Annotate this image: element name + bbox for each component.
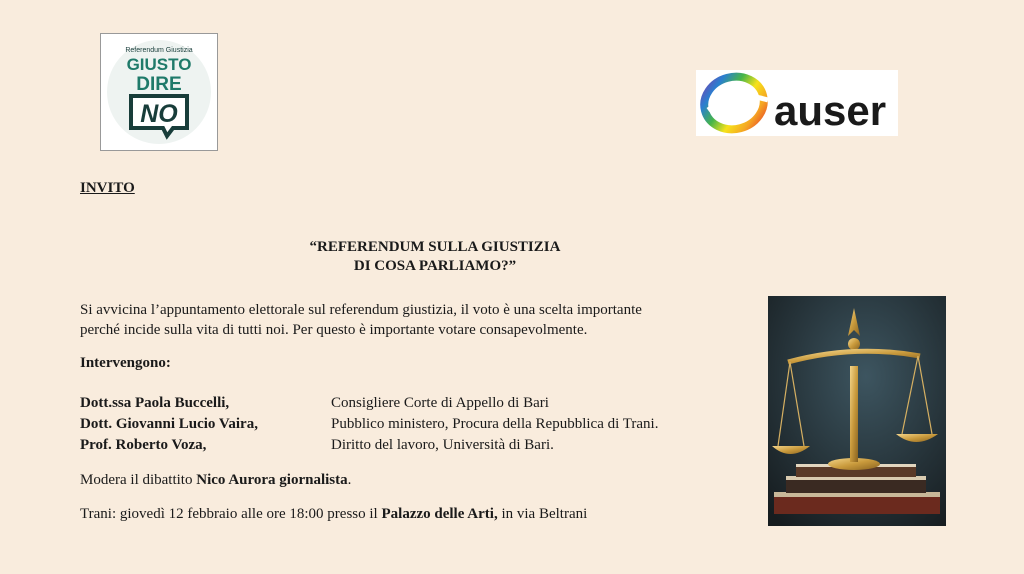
invite-label: INVITO xyxy=(80,180,135,196)
moderator-line xyxy=(80,472,351,489)
logo-small-text: Referendum Giustizia xyxy=(125,47,193,54)
speakers-list xyxy=(80,393,760,456)
speaker-role: Consigliere Corte di Appello di Bari xyxy=(331,395,549,411)
speaker-name: Prof. Roberto Voza, xyxy=(80,437,207,453)
intro-line1: Si avvicina l’appuntamento elettorale sul referendum giustizia, il voto è una scelta importante xyxy=(80,302,642,318)
moderator-suffix: . xyxy=(347,472,352,488)
event-venue: Palazzo delle Arti, xyxy=(381,506,498,522)
intro-paragraph xyxy=(80,300,740,340)
title-line1: “REFERENDUM SULLA GIUSTIZIA xyxy=(309,239,561,255)
scales-of-justice-icon xyxy=(768,296,946,526)
document-title xyxy=(245,238,625,276)
logo-line3: NO xyxy=(140,100,178,128)
logo-line2: DIRE xyxy=(136,74,182,95)
speaker-name: Dott. Giovanni Lucio Vaira, xyxy=(80,416,258,432)
speaker-row xyxy=(80,414,760,435)
event-suffix: in via Beltrani xyxy=(497,506,588,522)
moderator-name: Nico Aurora giornalista xyxy=(196,472,348,488)
moderator-prefix: Modera il dibattito xyxy=(80,472,197,488)
event-info-line xyxy=(80,506,587,523)
speaker-role: Diritto del lavoro, Università di Bari. xyxy=(331,437,554,453)
intro-line2: perché incide sulla vita di tutti noi. Per questo è importante votare consapevolmente. xyxy=(80,322,588,338)
auser-logo-text: auser xyxy=(774,87,887,134)
logo-line1: GIUSTO xyxy=(126,55,192,74)
speakers-heading: Intervengono: xyxy=(80,355,171,371)
event-prefix: Trani: giovedì 12 febbraio alle ore 18:00 presso il xyxy=(80,506,382,522)
speaker-row xyxy=(80,435,760,456)
auser-logo xyxy=(696,70,898,136)
title-line2: DI COSA PARLIAMO?” xyxy=(353,258,517,274)
speaker-name: Dott.ssa Paola Buccelli, xyxy=(80,395,230,411)
speaker-row xyxy=(80,393,760,414)
speaker-role: Pubblico ministero, Procura della Repubblica di Trani. xyxy=(331,416,659,432)
giusto-dire-no-logo xyxy=(100,33,218,151)
